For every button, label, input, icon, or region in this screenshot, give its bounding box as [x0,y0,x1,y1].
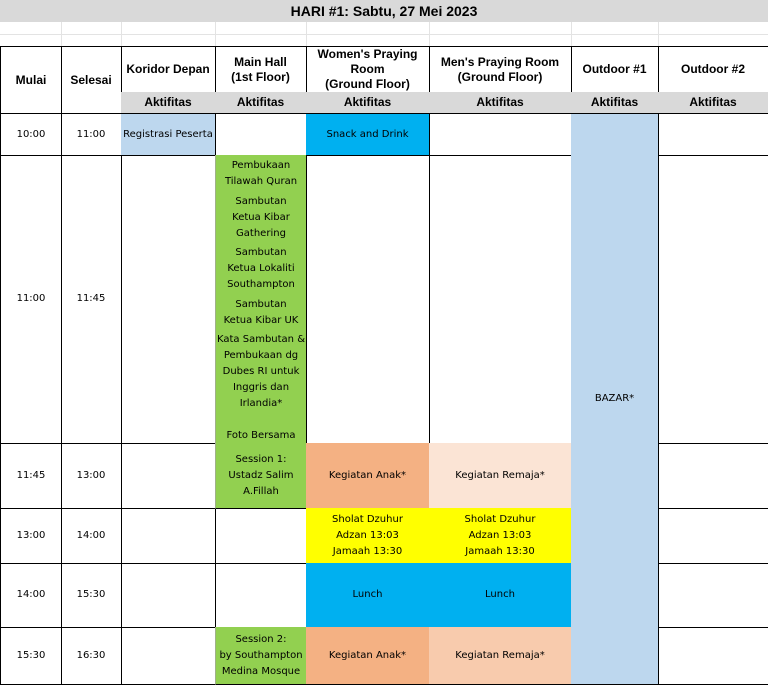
empty-cell [658,508,768,564]
activity-kegiatan-anak: Kegiatan Anak* [306,627,430,685]
empty-cell [121,155,216,444]
activity-sambutan-kibar-uk: Sambutan Ketua Kibar UK [215,294,307,332]
spacer-gridline [429,22,430,46]
activity-registrasi: Registrasi Peserta [121,114,216,156]
subheader-aktifitas: Aktifitas [658,92,768,114]
empty-cell [121,563,216,628]
spacer-gridline [121,22,122,46]
header-selesai: Selesai [61,46,122,114]
end-time: 15:30 [61,563,122,628]
subheader-aktifitas: Aktifitas [571,92,659,114]
activity-pembukaan: Pembukaan Tilawah Quran [215,155,307,193]
spacer-gridline [61,22,62,46]
empty-cell [658,563,768,628]
activity-kegiatan-remaja: Kegiatan Remaja* [429,443,572,509]
header-mens-praying-room: Men's Praying Room (Ground Floor) [429,46,572,93]
activity-kegiatan-anak: Kegiatan Anak* [306,443,430,509]
end-time: 16:30 [61,627,122,685]
subheader-aktifitas: Aktifitas [215,92,307,114]
empty-cell [121,508,216,564]
header-mulai: Mulai [0,46,62,114]
header-main-hall: Main Hall (1st Floor) [215,46,307,93]
activity-session-2: Session 2: by Southampton Medina Mosque [215,627,307,685]
empty-cell [215,114,307,156]
start-time: 10:00 [0,114,62,156]
empty-cell [658,627,768,685]
start-time: 14:00 [0,563,62,628]
subheader-aktifitas: Aktifitas [429,92,572,114]
activity-lunch-women: Lunch [306,563,430,628]
empty-cell [429,114,572,156]
spacer-gridline [215,22,216,46]
activity-session-1: Session 1: Ustadz Salim A.Fillah [215,443,307,509]
empty-cell [215,563,307,628]
start-time: 11:45 [0,443,62,509]
activity-kata-sambutan-dubes: Kata Sambutan & Pembukaan dg Dubes RI untuk Inggris dan Irlandia* Foto Bersama [215,331,307,444]
activity-snack-and-drink: Snack and Drink [306,114,430,156]
empty-cell [306,155,430,444]
header-outdoor-2: Outdoor #2 [658,46,768,93]
spacer-gridline [658,22,659,46]
start-time: 11:00 [0,155,62,444]
start-time: 13:00 [0,508,62,564]
empty-cell [658,155,768,444]
end-time: 14:00 [61,508,122,564]
header-koridor-depan: Koridor Depan [121,46,216,93]
activity-sambutan-kibar-gathering: Sambutan Ketua Kibar Gathering [215,192,307,245]
header-outdoor-1: Outdoor #1 [571,46,659,93]
activity-kegiatan-remaja: Kegiatan Remaja* [429,627,572,685]
activity-lunch-men: Lunch [429,563,572,628]
start-time: 15:30 [0,627,62,685]
empty-cell [121,443,216,509]
spacer-gridline [571,22,572,46]
activity-bazar: BAZAR* [571,114,659,685]
end-time: 11:00 [61,114,122,156]
empty-cell [658,443,768,509]
end-time: 13:00 [61,443,122,509]
empty-cell [215,508,307,564]
subheader-aktifitas: Aktifitas [306,92,430,114]
empty-cell [429,155,572,444]
spacer-gridline [0,34,768,35]
end-time: 11:45 [61,155,122,444]
activity-sambutan-lokaliti: Sambutan Ketua Lokaliti Southampton [215,244,307,295]
empty-cell [658,114,768,156]
spacer-gridline [306,22,307,46]
activity-sholat-dzuhur-men: Sholat Dzuhur Adzan 13:03 Jamaah 13:30 [429,508,572,564]
empty-cell [121,627,216,685]
day-title: HARI #1: Sabtu, 27 Mei 2023 [0,0,768,22]
activity-sholat-dzuhur-women: Sholat Dzuhur Adzan 13:03 Jamaah 13:30 [306,508,430,564]
header-womens-praying-room: Women's Praying Room (Ground Floor) [306,46,430,93]
subheader-aktifitas: Aktifitas [121,92,216,114]
